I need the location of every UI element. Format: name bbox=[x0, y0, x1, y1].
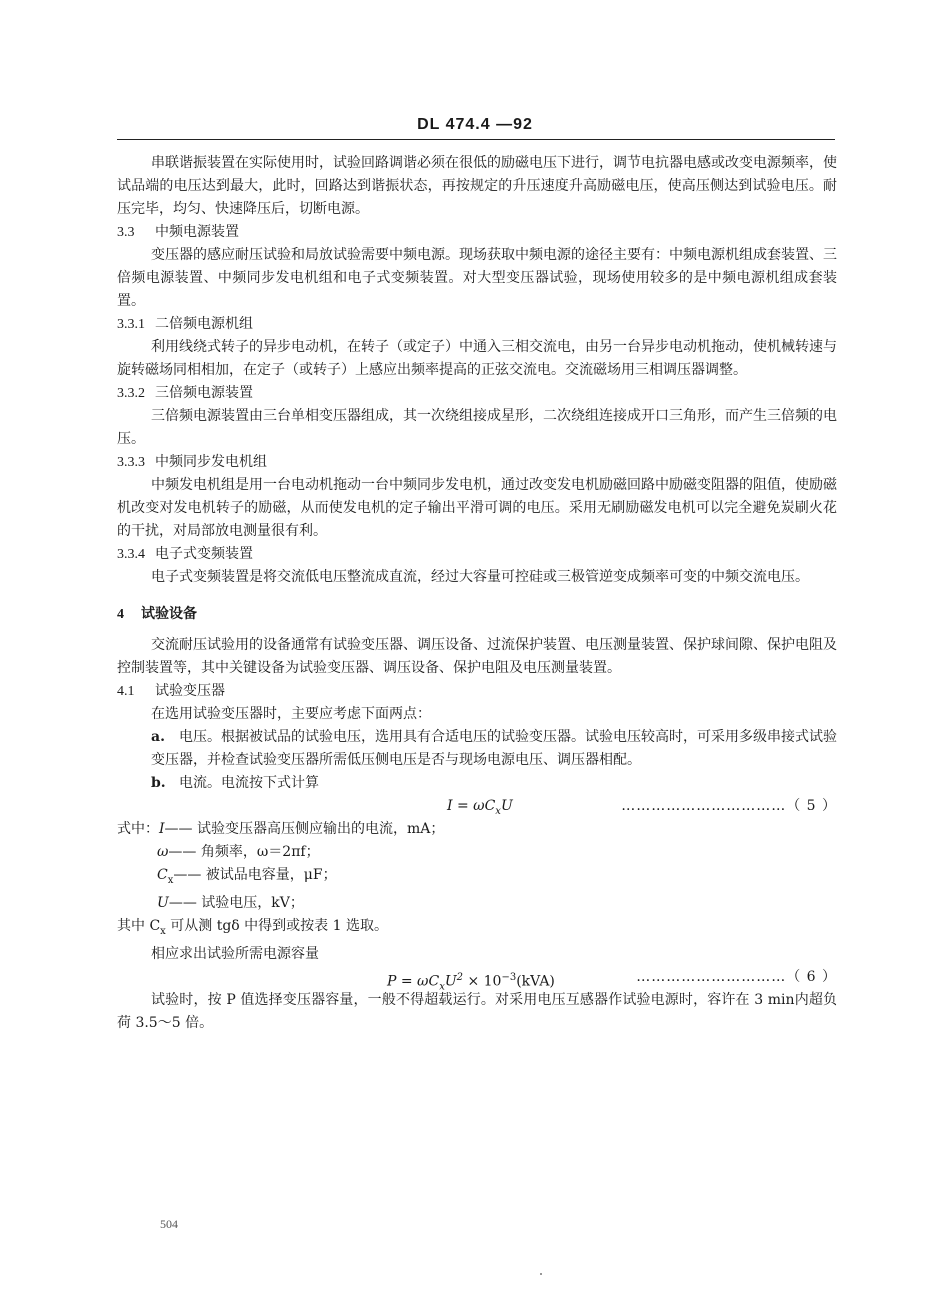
symbol-description: —— 被试品电容量，μF； bbox=[173, 867, 337, 883]
paragraph-3-3-1: 利用线绕式转子的异步电动机，在转子（或定子）中通入三相交流电，由另一台异步电动机拖动，使机械转速与旋转磁场同相相加，在定子（或转子）上感应出频率提高的正弦交流电。交流磁场用三相调压器调整。 bbox=[117, 339, 837, 378]
where-row-omega bbox=[117, 841, 837, 864]
header-rule bbox=[117, 139, 835, 140]
heading-title: 中频同步发电机组 bbox=[155, 454, 267, 470]
note-subscript: x bbox=[160, 925, 166, 937]
formula-subscript: x bbox=[439, 981, 445, 993]
paragraph-series-resonance: 串联谐振装置在实际使用时，试验回路调谐必须在很低的励磁电压下进行，调节电抗器电感或改变电源频率，使试品端的电压达到最大，此时，回路达到谐振状态，再按规定的升压速度升高励磁电压，使高压侧达到试验电压。耐压完毕，均匀、快速降压后，切断电源。 bbox=[117, 155, 837, 217]
where-lead: 式中： bbox=[117, 821, 159, 837]
scan-speck bbox=[540, 1273, 542, 1275]
heading-number: 3.3.1 bbox=[117, 317, 145, 332]
heading-3-3-3 bbox=[117, 451, 837, 474]
formula-lhs: P = ωC bbox=[387, 973, 440, 990]
symbol-i: I bbox=[159, 821, 165, 837]
note-text-rest: 可从测 tgδ 中得到或按表 1 选取。 bbox=[165, 917, 388, 934]
heading-3-3 bbox=[117, 221, 837, 244]
formula-superscript: 2 bbox=[456, 971, 464, 983]
heading-4-1 bbox=[117, 680, 837, 703]
heading-number: 4.1 bbox=[117, 684, 135, 699]
formula-multiplier: × 10 bbox=[463, 973, 502, 990]
paragraph-4-1-intro: 在选用试验变压器时，主要应考虑下面两点： bbox=[151, 706, 431, 722]
symbol-omega: ω bbox=[157, 844, 169, 860]
symbol-description: —— 试验变压器高压侧应输出的电流，mA； bbox=[164, 821, 445, 837]
heading-title: 试验设备 bbox=[141, 606, 197, 622]
paragraph-3-3: 变压器的感应耐压试验和局放试验需要中频电源。现场获取中频电源的途径主要有：中频电源机组成套装置、三倍频电源装置、中频同步发电机组和电子式变频装置。对大型变压器试验，现场使用较多的是中频电源机组成套装置。 bbox=[117, 247, 837, 309]
formula-expression bbox=[447, 795, 513, 823]
formula-exponent: −3 bbox=[501, 971, 517, 983]
formula-6 bbox=[117, 966, 837, 993]
heading-title: 试验变压器 bbox=[155, 683, 225, 699]
list-item-label: a. bbox=[151, 729, 165, 745]
closing-paragraph: 试验时，按 P 值选择变压器容量，一般不得超载运行。对采用电压互感器作试验电源时，容许在 3 min内超负荷 3.5～5 倍。 bbox=[117, 991, 837, 1031]
symbol-subscript: x bbox=[167, 874, 174, 886]
list-item-b bbox=[117, 772, 837, 795]
heading-title: 三倍频电源装置 bbox=[155, 385, 253, 401]
note-text: 其中 C bbox=[117, 917, 161, 934]
paragraph-3-3-4: 电子式变频装置是将交流低电压整流成直流，经过大容量可控硅或三极管逆变成频率可变的中频交流电压。 bbox=[151, 569, 809, 585]
symbol-description: —— 角频率，ω＝2πf； bbox=[168, 844, 320, 860]
formula-unit: (kVA) bbox=[516, 973, 555, 990]
heading-number: 3.3.3 bbox=[117, 455, 145, 470]
document-body bbox=[117, 152, 837, 1035]
note-cx bbox=[117, 915, 837, 943]
power-intro: 相应求出试验所需电源容量 bbox=[151, 945, 319, 962]
formula-5 bbox=[117, 795, 837, 818]
formula-expression bbox=[387, 966, 555, 998]
paragraph-4: 交流耐压试验用的设备通常有试验变压器、调压设备、过流保护装置、电压测量装置、保护球间隙、保护电阻及控制装置等，其中关键设备为试验变压器、调压设备、保护电阻及电压测量装置。 bbox=[117, 637, 837, 676]
heading-title: 二倍频电源机组 bbox=[155, 316, 253, 332]
heading-number: 4 bbox=[117, 607, 124, 622]
heading-number: 3.3.2 bbox=[117, 386, 145, 401]
heading-number: 3.3 bbox=[117, 225, 135, 240]
equation-number: ……………………………（ 5 ） bbox=[621, 798, 837, 814]
formula-subscript: x bbox=[495, 805, 501, 817]
where-row-cx bbox=[117, 864, 837, 892]
heading-title: 中频电源装置 bbox=[155, 224, 239, 240]
formula-lhs: I = ωC bbox=[447, 798, 496, 814]
paragraph-3-3-3: 中频发电机组是用一台电动机拖动一台中频同步发电机，通过改变发电机励磁回路中励磁变阻器的阻值，使励磁机改变对发电机转子的励磁，从而使发电机的定子输出平滑可调的电压。采用无刷励磁发电机可以完全避免炭刷火花的干扰，对局部放电测量很有利。 bbox=[117, 477, 837, 539]
equation-number: …………………………（ 6 ） bbox=[636, 968, 837, 985]
formula-rhs: U bbox=[500, 798, 513, 814]
heading-3-3-4 bbox=[117, 543, 837, 566]
heading-title: 电子式变频装置 bbox=[155, 546, 253, 562]
paragraph-3-3-2: 三倍频电源装置由三台单相变压器组成，其一次绕组接成星形，二次绕组连接成开口三角形，而产生三倍频的电压。 bbox=[117, 408, 837, 447]
where-row-u bbox=[117, 892, 837, 915]
heading-3-3-2 bbox=[117, 382, 837, 405]
formula-mid: U bbox=[444, 973, 457, 990]
standard-code-header: DL 474.4 —92 bbox=[417, 116, 533, 133]
list-item-text: 电压。根据被试品的试验电压，选用具有合适电压的试验变压器。试验电压较高时，可采用多级串接式试验变压器，并检查试验变压器所需低压侧电压是否与现场电源电压、调压器相配。 bbox=[151, 729, 837, 768]
symbol-u: U bbox=[157, 894, 169, 911]
list-item-a bbox=[117, 726, 837, 772]
symbol-description: —— 试验电压，kV； bbox=[168, 894, 304, 911]
heading-3-3-1 bbox=[117, 313, 837, 336]
heading-4 bbox=[117, 603, 837, 626]
list-item-label: b. bbox=[151, 775, 166, 791]
list-item-text: 电流。电流按下式计算 bbox=[179, 775, 319, 791]
symbol-c: C bbox=[157, 867, 168, 883]
page-number: 504 bbox=[160, 1217, 178, 1231]
heading-number: 3.3.4 bbox=[117, 547, 145, 562]
